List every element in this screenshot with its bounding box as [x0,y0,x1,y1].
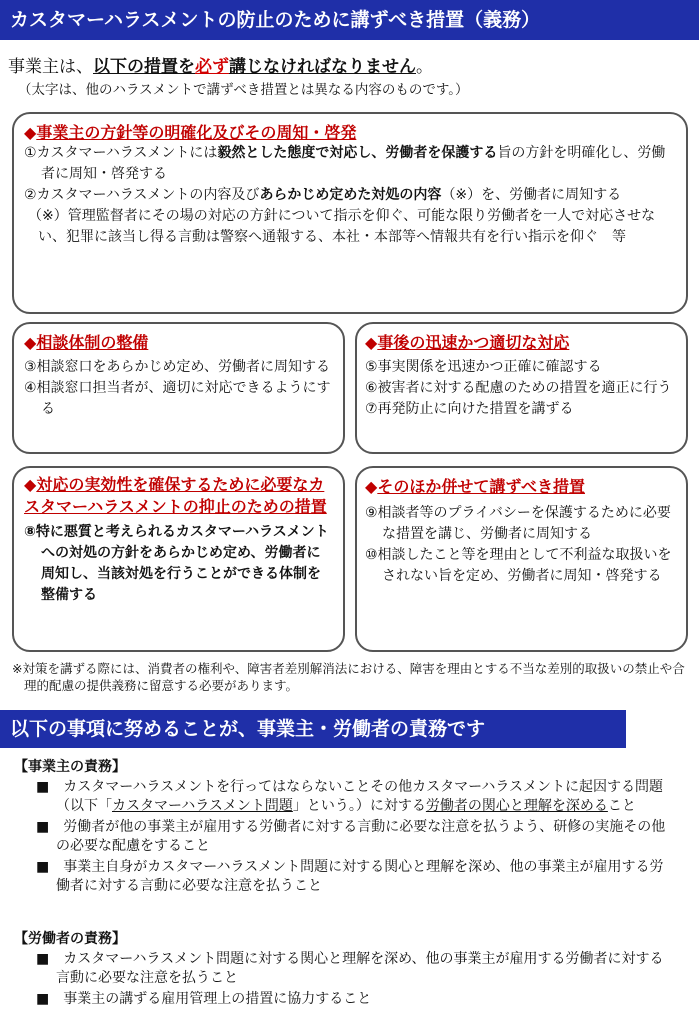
employer-duty-1-b: 」という。）に対する [292,798,426,814]
item-9: ⑨相談者等のプライバシーを保護するために必要な措置を講じ、労働者に周知する [365,505,671,542]
consultation-box-title [24,330,333,353]
employer-duty-3-text: 事業主自身がカスタマーハラスメント問題に対する関心と理解を深め、他の事業主が雇用する労働者に対する言動に必要な注意を払うこと [56,859,664,894]
diamond-icon: ◆ [365,477,378,496]
item-4: ④相談窓口担当者が、適切に対応できるようにする [24,380,331,417]
item-1-c: 旨の方針を明確化し、労働者に周知・啓発する [41,145,666,182]
deterrence-box [12,466,345,652]
worker-duty-item-1 [36,950,676,988]
item-2-a: ②カスタマーハラスメントの内容及び [24,187,260,203]
employer-duty-1-c: こと [607,798,636,814]
item-2-b: あらかじめ定めた対処の内容 [259,187,442,203]
deterrence-title-text: 対応の実効性を確保するために必要なカスタマーハラスメントの抑止のための措置 [24,475,327,516]
employer-duty-item-2 [36,818,676,856]
other-measures-box [355,466,688,652]
employer-duty-item-3 [36,858,676,896]
worker-duty-list [36,950,676,1011]
intro-bold1: 以下の措置を [93,57,195,77]
item-1-a: ①カスタマーハラスメントには [24,145,218,161]
employer-duty-2-text: 労働者が他の事業主が雇用する労働者に対する言動に必要な注意を払うよう、研修の実施その他の必要な配慮をすること [56,819,666,854]
diamond-icon: ◆ [24,333,37,352]
worker-duty-2-text: 事業主の講ずる雇用管理上の措置に協力すること [63,991,372,1007]
policy-box-title [24,120,676,143]
intro-bold2: 講じなければなりません [229,57,416,77]
response-box-title [365,330,678,353]
intro-post: 。 [416,57,433,77]
worker-duty-item-2 [36,990,676,1009]
footnote: ※対策を講ずる際には、消費者の権利や、障害者差別解消法における、障害を理由とする不当な差別的取扱いの禁止や合理的配慮の提供義務に留意する必要があります。 [12,661,685,693]
deterrence-box-title [24,474,333,518]
other-measures-box-title [365,474,678,497]
item-2-c: （※）を、労働者に周知する [441,187,622,203]
item-2 [24,185,676,206]
employer-duty-1-u2: 労働者の関心と理解を深める [425,798,608,814]
policy-box [12,112,688,314]
intro-red: 必ず [195,57,229,77]
main-banner: カスタマーハラスメントの防止のために講ずべき措置（義務） [0,0,699,40]
bullet-icon: ■ [36,819,50,835]
item-5: ⑤事実関係を迅速かつ正確に確認する [365,359,602,375]
policy-note: （※）管理監督者にその場の対応の方針について指示を仰ぐ、可能な限り労働者を一人で対応させない、犯罪に該当し得る言動は警察へ通報する、本社・本部等へ情報共有を行い指示を仰ぐ 等 [28,208,656,245]
response-box [355,322,688,454]
diamond-icon: ◆ [24,123,37,142]
intro-pre: 事業主は、 [8,57,93,77]
bullet-icon: ■ [36,859,50,875]
diamond-icon: ◆ [365,333,378,352]
bullet-icon: ■ [36,951,50,967]
item-10: ⑩相談したこと等を理由として不利益な取扱いをされない旨を定め、労働者に周知・啓発する [365,547,672,584]
policy-title-text: 事業主の方針等の明確化及びその周知・啓発 [36,123,357,142]
other-measures-title-text: そのほか併せて講ずべき措置 [377,477,585,496]
item-3: ③相談窓口をあらかじめ定め、労働者に周知する [24,359,330,375]
duties-banner: 以下の事項に努めることが、事業主・労働者の責務です [0,710,626,748]
employer-duty-heading: 【事業主の責務】 [14,759,126,775]
consultation-box [12,322,345,454]
worker-duty-1-text: カスタマーハラスメント問題に対する関心と理解を深め、他の事業主が雇用する労働者に対する言動に必要な注意を払うこと [56,951,664,986]
item-8: ⑧特に悪質と考えられるカスタマーハラスメントへの対処の方針をあらかじめ定め、労働者に周知し、当該対処を行うことができる体制を整備する [24,524,329,603]
consultation-title-text: 相談体制の整備 [36,333,149,352]
item-7: ⑦再発防止に向けた措置を講ずる [365,401,574,417]
intro-note: （太字は、他のハラスメントで講ずべき措置とは異なる内容のものです。） [18,82,469,98]
bullet-icon: ■ [36,991,50,1007]
diamond-icon: ◆ [24,475,37,494]
intro-line [8,52,433,77]
employer-duty-1-u1: カスタマーハラスメント問題 [112,798,293,814]
item-6: ⑥被害者に対する配慮のための措置を適正に行う [365,380,672,396]
worker-duty-heading: 【労働者の責務】 [14,931,126,947]
response-title-text: 事後の迅速かつ適切な対応 [377,333,570,352]
employer-duty-list [36,778,676,898]
bullet-icon: ■ [36,779,50,795]
item-1-b: 毅然とした態度で対応し、労働者を保護する [217,145,498,161]
employer-duty-1-a: カスタマーハラスメントを行ってはならないことその他カスタマーハラスメントに起因する問題（以下「 [56,779,663,814]
item-1 [24,143,676,185]
employer-duty-item-1 [36,778,676,816]
